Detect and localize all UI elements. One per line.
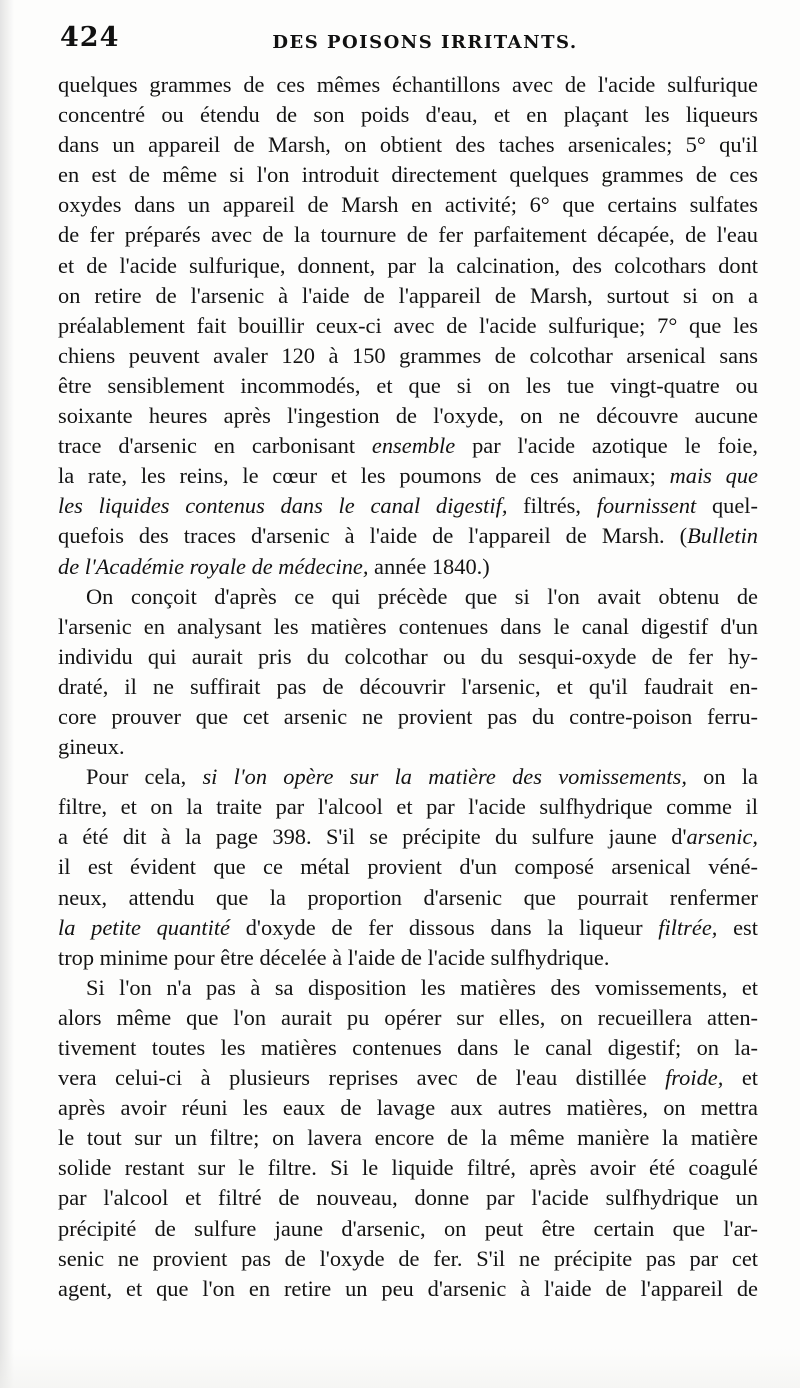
italic-text-segment: de l'Académie royale de médecine, xyxy=(58,553,369,579)
text-segment: oxydes dans un appareil de Marsh en activité; 6° que certains sulfates xyxy=(58,192,758,218)
italic-text-segment: arsenic, xyxy=(686,824,758,850)
italic-text-segment: mais que xyxy=(669,463,758,489)
text-segment: par l'alcool et filtré de nouveau, donne par l'acide sulfhydrique un xyxy=(58,1185,758,1211)
text-segment: quefois des traces d'arsenic à l'aide de l'appareil de Marsh. ( xyxy=(58,523,688,549)
text-line xyxy=(58,582,758,612)
text-segment: la rate, les reins, le cœur et les poumons de ces animaux; xyxy=(58,463,670,489)
text-line xyxy=(58,792,758,822)
italic-text-segment: si l'on opère sur la matière des vomissements, xyxy=(202,764,687,790)
body-text xyxy=(58,70,758,1304)
text-line xyxy=(58,762,758,792)
text-line xyxy=(58,822,758,852)
text-line xyxy=(58,732,758,762)
text-line xyxy=(58,612,758,642)
text-segment: il est évident que ce métal provient d'un composé arsenical véné- xyxy=(58,854,758,880)
text-segment: quel- xyxy=(696,493,758,519)
italic-text-segment: filtrée, xyxy=(658,914,718,940)
text-segment: trace d'arsenic en carbonisant xyxy=(58,433,372,459)
text-segment: après avoir réuni les eaux de lavage aux autres matières, on mettra xyxy=(58,1095,758,1121)
text-segment: tivement toutes les matières contenues dans le canal digestif; on la- xyxy=(58,1035,758,1060)
text-segment: filtre, et on la traite par l'alcool et par l'acide sulfhydrique comme il xyxy=(58,794,758,820)
text-line xyxy=(58,1153,758,1183)
text-segment: année 1840.) xyxy=(368,553,490,579)
text-segment: individu qui aurait pris du colcothar ou du sesqui-oxyde de fer hy- xyxy=(58,643,758,669)
text-line xyxy=(58,552,758,582)
text-line xyxy=(58,1214,758,1244)
text-segment: en est de même si l'on introduit directement quelques grammes de ces xyxy=(58,162,758,188)
text-line xyxy=(58,220,758,250)
text-line xyxy=(58,130,758,160)
text-line xyxy=(58,251,758,281)
text-segment: filtrés, xyxy=(507,493,597,519)
text-segment: a été dit à la page 398. S'il se précipite du sulfure jaune d' xyxy=(58,824,687,850)
text-segment: Si l'on n'a pas à sa disposition les matières des vomissements, et xyxy=(86,974,758,1000)
running-title: DES POISONS IRRITANTS. xyxy=(272,32,578,53)
text-line xyxy=(58,160,758,190)
page-number: 424 xyxy=(60,22,120,53)
text-segment: gineux. xyxy=(58,734,125,760)
text-segment: concentré ou étendu de son poids d'eau, et en plaçant les liqueurs xyxy=(58,102,758,128)
text-segment: draté, il ne suffirait pas de découvrir l'arsenic, et qu'il faudrait en- xyxy=(58,673,758,699)
text-line xyxy=(58,1123,758,1153)
text-line xyxy=(58,281,758,311)
text-line xyxy=(58,913,758,943)
page-gutter-shadow xyxy=(0,0,14,1388)
italic-text-segment: la petite quantité xyxy=(58,914,230,940)
text-line xyxy=(58,70,758,100)
text-segment: trop minime pour être décelée à l'aide de l'acide sulfhydrique. xyxy=(58,944,610,970)
italic-text-segment: froide, xyxy=(665,1065,724,1091)
text-line xyxy=(58,973,758,1003)
text-segment: d'oxyde de fer dissous dans la liqueur xyxy=(229,914,659,940)
italic-text-segment: les liquides contenus dans le canal digestif, xyxy=(58,493,508,519)
text-line xyxy=(58,461,758,491)
text-segment: quelques grammes de ces mêmes échantillons avec de l'acide sulfurique xyxy=(58,72,758,97)
text-segment: chiens peuvent avaler 120 à 150 grammes de colcothar arsenical sans xyxy=(58,342,758,368)
text-line xyxy=(58,491,758,521)
text-line xyxy=(58,1003,758,1033)
text-segment: de fer préparés avec de la tournure de fer parfaitement décapée, de l'eau xyxy=(58,222,758,248)
text-line xyxy=(58,1063,758,1093)
text-line xyxy=(58,401,758,431)
text-segment: soixante heures après l'ingestion de l'oxyde, on ne découvre aucune xyxy=(58,403,758,429)
text-segment: on la xyxy=(686,764,758,790)
text-line xyxy=(58,642,758,672)
text-line xyxy=(58,1093,758,1123)
text-line xyxy=(58,672,758,702)
text-line xyxy=(58,852,758,882)
text-line xyxy=(58,431,758,461)
text-segment: On conçoit d'après ce qui précède que si l'on avait obtenu de xyxy=(86,583,758,609)
text-line xyxy=(58,341,758,371)
text-segment: précipité de sulfure jaune d'arsenic, on peut être certain que l'ar- xyxy=(58,1215,758,1241)
text-segment: vera celui-ci à plusieurs reprises avec de l'eau distillée xyxy=(58,1065,666,1091)
text-line xyxy=(58,1033,758,1063)
text-segment: core prouver que cet arsenic ne provient pas du contre-poison ferru- xyxy=(58,703,758,729)
italic-text-segment: Bulletin xyxy=(687,523,758,549)
text-segment: Pour cela, xyxy=(86,764,203,790)
text-line xyxy=(58,1183,758,1213)
text-segment: alors même que l'on aurait pu opérer sur elles, on recueillera atten- xyxy=(58,1004,758,1030)
italic-text-segment: fournissent xyxy=(596,493,697,519)
text-segment: on retire de l'arsenic à l'aide de l'appareil de Marsh, surtout si on a xyxy=(58,282,758,308)
text-segment: dans un appareil de Marsh, on obtient des taches arsenicales; 5° qu'il xyxy=(58,132,758,158)
text-segment: agent, et que l'on en retire un peu d'arsenic à l'aide de l'appareil de xyxy=(58,1275,758,1301)
text-line xyxy=(58,883,758,913)
text-line xyxy=(58,100,758,130)
text-segment: solide restant sur le filtre. Si le liquide filtré, après avoir été coagulé xyxy=(58,1155,758,1181)
page-header xyxy=(60,22,760,62)
text-line xyxy=(58,371,758,401)
text-segment: par l'acide azotique le foie, xyxy=(455,433,758,459)
page-bottom-fade xyxy=(0,1348,800,1388)
text-line xyxy=(58,1274,758,1304)
text-segment: et de l'acide sulfurique, donnent, par la calcination, des colcothars dont xyxy=(58,252,758,278)
text-line xyxy=(58,311,758,341)
text-segment: être sensiblement incommodés, et que si on les tue vingt-quatre ou xyxy=(58,372,758,398)
text-line xyxy=(58,521,758,551)
text-line xyxy=(58,943,758,973)
text-segment: l'arsenic en analysant les matières contenues dans le canal digestif d'un xyxy=(58,613,758,639)
text-line xyxy=(58,702,758,732)
text-line xyxy=(58,1244,758,1274)
text-segment: le tout sur un filtre; on lavera encore de la même manière la matière xyxy=(58,1125,758,1151)
text-line xyxy=(58,190,758,220)
text-segment: est xyxy=(717,914,758,940)
italic-text-segment: ensemble xyxy=(371,433,456,459)
text-segment: neux, attendu que la proportion d'arsenic que pourrait renfermer xyxy=(58,884,758,910)
text-segment: et xyxy=(723,1065,758,1091)
text-segment: préalablement fait bouillir ceux-ci avec de l'acide sulfurique; 7° que les xyxy=(58,312,758,338)
text-segment: senic ne provient pas de l'oxyde de fer. S'il ne précipite pas par cet xyxy=(58,1245,758,1271)
